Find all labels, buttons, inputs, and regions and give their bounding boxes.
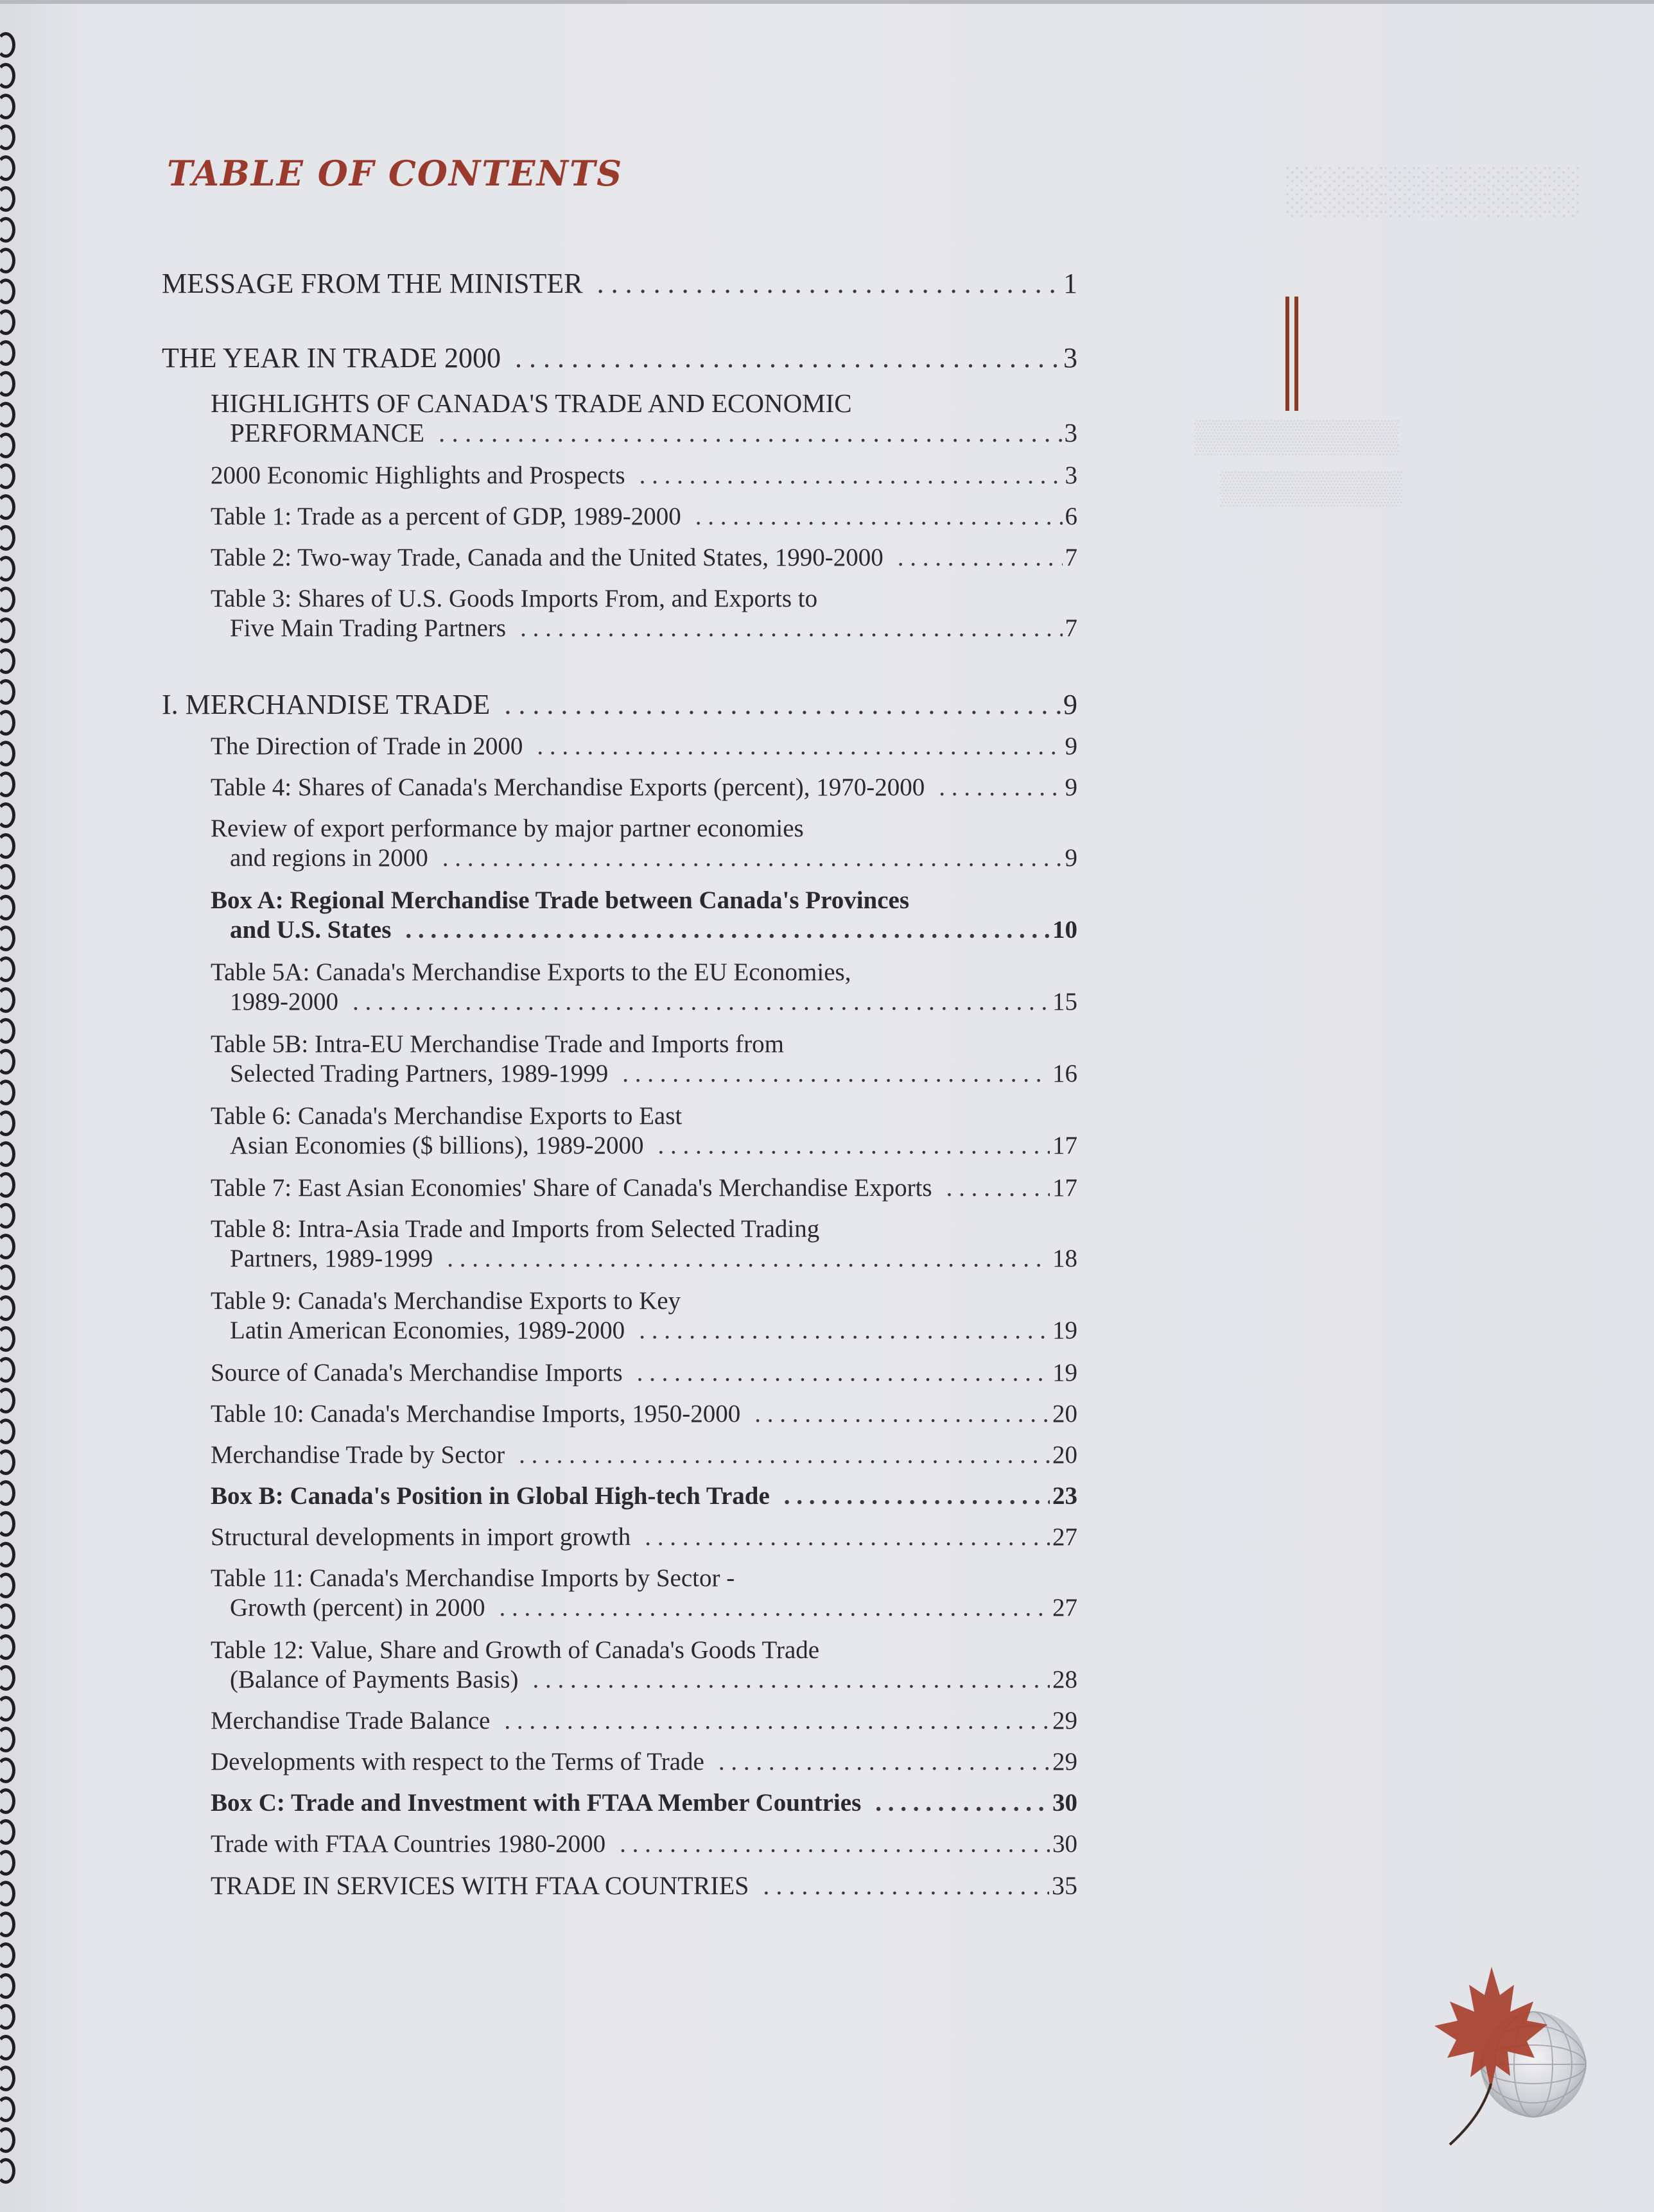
toc-entry-page: 9 xyxy=(1063,689,1077,720)
dot-leader xyxy=(695,502,1063,531)
toc-entry-page: 17 xyxy=(1052,1174,1077,1202)
toc-entry-label: Table 10: Canada's Merchandise Imports, 1950-2000 xyxy=(211,1400,741,1428)
toc-entry[interactable] xyxy=(211,1358,1077,1387)
binding-ring xyxy=(0,1573,15,1598)
binding-ring xyxy=(0,1357,15,1383)
toc-entry-page: 19 xyxy=(1052,1317,1077,1344)
dot-leader xyxy=(637,1358,1050,1387)
dot-leader xyxy=(442,843,1063,872)
dot-leader xyxy=(658,1131,1050,1160)
binding-ring xyxy=(0,125,15,150)
toc-entry-label: Structural developments in import growth xyxy=(211,1523,631,1551)
toc-entry-label: THE YEAR IN TRADE 2000 xyxy=(162,342,501,374)
dot-leader xyxy=(939,773,1062,802)
toc-entry[interactable] xyxy=(162,341,1077,374)
binding-ring xyxy=(0,587,15,612)
toc-entry[interactable] xyxy=(211,1593,1077,1622)
toc-entry-page: 15 xyxy=(1052,988,1077,1015)
toc-entry-label-line1: Review of export performance by major partner economies xyxy=(211,815,804,842)
toc-entry[interactable] xyxy=(162,688,1077,721)
dot-leader xyxy=(784,1482,1050,1510)
dot-leader xyxy=(519,1440,1050,1469)
toc-entry-label: Box B: Canada's Position in Global High-tech Trade xyxy=(211,1482,770,1510)
dot-leader xyxy=(504,1706,1050,1735)
binding-ring xyxy=(0,1141,15,1167)
maple-leaf-globe-icon xyxy=(1424,1962,1617,2154)
toc-entry[interactable] xyxy=(211,843,1077,872)
binding-ring xyxy=(0,2127,15,2153)
toc-entry[interactable] xyxy=(211,1747,1077,1776)
toc-entry-page: 23 xyxy=(1052,1482,1077,1510)
binding-ring xyxy=(0,1018,15,1044)
page-title: TABLE OF CONTENTS xyxy=(167,153,623,194)
toc-entry-label: Trade with FTAA Countries 1980-2000 xyxy=(211,1830,606,1858)
binding-ring xyxy=(0,1511,15,1537)
binding-ring xyxy=(0,1942,15,1968)
binding-ring xyxy=(0,2066,15,2091)
toc-entry-label: Box C: Trade and Investment with FTAA Member Countries xyxy=(211,1789,862,1817)
dot-leader xyxy=(639,1316,1050,1345)
binding-ring xyxy=(0,679,15,705)
spiral-binding xyxy=(0,32,17,2202)
toc-entry-label-line1: HIGHLIGHTS OF CANADA'S TRADE AND ECONOMIC xyxy=(211,388,852,418)
dot-leader xyxy=(439,417,1061,448)
document-page: ░░░░░░░░░ ▒▒▒▒▒▒▒▒▒ ▒▒▒▒▒▒▒▒ TABLE OF CONTENTS MESSAGE FROM THE MINISTER . . . 1 THE YEAR IN TRADE 2000 . . . 3 HIGHLIGHTS OF CANADA'S TRADE AND ECONOMIC PERFORMANCE . . . 3 2000 Economic Highlights and Prospects . . . 3 Table 1: Trade as a percent of GDP, 1989-2000 . . . 6 Table 2: Two-way Trade, Canada and the United States, 1990-2000 . . . 7 Table 3: Shares of U.S. Goods Imports From, and Exports to Five Main Trading Partners . . . 7 I. MERCHANDISE TRADE . . . 9 The Direction of Trade in 2000 . . . 9 Table 4: Shares of Canada's Merchandise Exports (percent), 1970-2000 . . . 9 Review of export performance by major partner economies and regions in 2000 . . . 9 Box A: Regional Merchandise Trade between Canada's Provinces and U.S. States . . . 10 Table 5A: Canada's Merchandise Exports to the EU Economies, 1989-2000 . . . 15 Table 5B: Intra-EU Merchandise Trade and Imports from Selected Trading Partners, 1989-1999 . . . 16 Table 6: Canada's Merchandise Exports to East Asian Economies ($ billions), 1989-2000 . . . 17 Table 7: East Asian Economies' Share of Canada's Merchandise Exports . . . 17 Table 8: Intra-Asia Trade and Imports from Selected Trading Partners, 1989-1999 . . . 18 Table 9: Canada's Merchandise Exports to Key Latin American Economies, 1989-2000 . . . 19 Source of Canada's Merchandise Imports . . . 19 Table 10: Canada's Merchandise Imports, 1950-2000 . . . 20 Merchandise Trade by Sector . . . 20 Box B: Canada's Position in Global High-tech Trade . . . 23 Structural developments in import growth . . . 27 Table 11: Canada's Merchandise Imports by Sector - Growth (percent) in 2000 . . . 27 Table 12: Value, Share and Growth of Canada's Goods Trade (Balance of Payments Basis) . . . 28 Merchandise Trade Balance . . . 29 Developments with respect to the Terms of Trade . . . 29 Box C: Trade and Investment with FTAA Member Countries . . . 30 Trade with FTAA Countries 1980-2000 . . . 30 TRADE IN SERVICES WITH FTAA COUNTRIES . . . 35 xyxy=(0,0,1654,2212)
dot-leader xyxy=(718,1747,1050,1776)
binding-ring xyxy=(0,1819,15,1845)
binding-ring xyxy=(0,155,15,181)
toc-entry-page: 7 xyxy=(1065,544,1077,571)
binding-ring xyxy=(0,1480,15,1506)
dot-leader xyxy=(499,1593,1050,1622)
toc-entry-label: Table 2: Two-way Trade, Canada and the United States, 1990-2000 xyxy=(211,544,884,571)
toc-entry[interactable] xyxy=(211,1440,1077,1469)
dot-leader xyxy=(622,1059,1050,1088)
binding-ring xyxy=(0,217,15,243)
binding-ring xyxy=(0,402,15,428)
binding-ring xyxy=(0,1850,15,1876)
toc-entry-page: 27 xyxy=(1052,1523,1077,1551)
toc-entry-page: 16 xyxy=(1052,1060,1077,1087)
binding-ring xyxy=(0,1727,15,1752)
dot-leader xyxy=(520,614,1062,643)
toc-entry-label: Merchandise Trade by Sector xyxy=(211,1441,505,1469)
toc-entry-label: Developments with respect to the Terms of Trade xyxy=(211,1748,704,1776)
toc-entry-page: 3 xyxy=(1063,342,1077,374)
binding-ring xyxy=(0,494,15,520)
binding-ring xyxy=(0,433,15,458)
binding-ring xyxy=(0,648,15,674)
binding-ring xyxy=(0,895,15,920)
dot-leader xyxy=(447,1244,1050,1273)
accent-bars xyxy=(1285,297,1301,411)
toc-entry-label: Partners, 1989-1999 xyxy=(230,1245,433,1272)
toc-entry[interactable] xyxy=(211,773,1077,802)
binding-ring xyxy=(0,2004,15,2030)
toc-entry-label: 2000 Economic Highlights and Prospects xyxy=(211,462,625,489)
binding-ring xyxy=(0,1542,15,1568)
toc-entry-page: 10 xyxy=(1052,916,1077,944)
binding-ring xyxy=(0,956,15,982)
toc-entry-page: 3 xyxy=(1065,462,1077,489)
toc-entry-page: 6 xyxy=(1065,503,1077,530)
toc-entry-label-line1: Table 8: Intra-Asia Trade and Imports from Selected Trading xyxy=(211,1215,820,1243)
toc-entry-label-line1: Table 11: Canada's Merchandise Imports by Sector - xyxy=(211,1564,735,1592)
toc-entry[interactable] xyxy=(211,1788,1077,1817)
toc-entry[interactable] xyxy=(211,1482,1077,1510)
accent-bar xyxy=(1285,297,1289,411)
toc-entry-page: 9 xyxy=(1065,732,1077,760)
dot-leader xyxy=(898,543,1063,572)
toc-entry-label: Table 4: Shares of Canada's Merchandise Exports (percent), 1970-2000 xyxy=(211,773,925,801)
toc-entry[interactable] xyxy=(211,1829,1077,1858)
binding-ring xyxy=(0,279,15,304)
toc-entry-label: Asian Economies ($ billions), 1989-2000 xyxy=(230,1132,644,1159)
toc-entry-page: 19 xyxy=(1052,1359,1077,1387)
toc-entry-label: Merchandise Trade Balance xyxy=(211,1707,491,1734)
toc-entry-page: 29 xyxy=(1052,1748,1077,1776)
toc-entry[interactable] xyxy=(211,1244,1077,1273)
dot-leader xyxy=(597,267,1061,300)
binding-ring xyxy=(0,618,15,643)
toc-entry-label-line1: Box A: Regional Merchandise Trade between Canada's Provinces xyxy=(211,886,910,914)
binding-ring xyxy=(0,186,15,212)
toc-entry-label: Table 7: East Asian Economies' Share of Canada's Merchandise Exports xyxy=(211,1174,932,1202)
toc-entry[interactable] xyxy=(211,1059,1077,1088)
toc-entry-page: 9 xyxy=(1065,844,1077,872)
toc-entry[interactable] xyxy=(211,417,1077,448)
binding-ring xyxy=(0,926,15,951)
dot-leader xyxy=(946,1173,1050,1202)
toc-entry-label: 1989-2000 xyxy=(230,988,338,1015)
toc-entry[interactable] xyxy=(211,1399,1077,1428)
toc-entry-label-line1: Table 12: Value, Share and Growth of Canada's Goods Trade xyxy=(211,1636,820,1664)
toc-entry[interactable] xyxy=(211,1131,1077,1160)
toc-entry-page: 7 xyxy=(1065,614,1077,642)
toc-entry[interactable] xyxy=(211,1523,1077,1551)
toc-entry-label: Five Main Trading Partners xyxy=(230,614,507,642)
toc-entry[interactable] xyxy=(211,461,1077,490)
dot-leader xyxy=(515,341,1061,374)
binding-ring xyxy=(0,802,15,828)
toc-entry-page: 20 xyxy=(1052,1400,1077,1428)
toc-entry[interactable] xyxy=(211,502,1077,531)
accent-bar xyxy=(1294,297,1298,411)
binding-ring xyxy=(0,1326,15,1352)
toc-entry-page: 28 xyxy=(1052,1666,1077,1693)
toc-entry[interactable] xyxy=(211,987,1077,1016)
toc-entry-label-line1: Table 5A: Canada's Merchandise Exports to the EU Economies, xyxy=(211,958,851,986)
toc-entry-page: 27 xyxy=(1052,1594,1077,1621)
toc-entry-label: Selected Trading Partners, 1989-1999 xyxy=(230,1060,609,1087)
binding-ring xyxy=(0,1110,15,1136)
toc-entry-page: 30 xyxy=(1052,1830,1077,1858)
toc-entry-page: 18 xyxy=(1052,1245,1077,1272)
toc-entry[interactable] xyxy=(211,1871,1077,1901)
toc-entry[interactable] xyxy=(211,732,1077,761)
toc-entry-label-line1: Table 6: Canada's Merchandise Exports to East xyxy=(211,1102,683,1130)
page-top-edge xyxy=(0,0,1654,4)
toc-entry[interactable] xyxy=(211,614,1077,643)
toc-entry-page: 29 xyxy=(1052,1707,1077,1734)
binding-ring xyxy=(0,1881,15,1906)
binding-ring xyxy=(0,1603,15,1629)
toc-entry-page: 1 xyxy=(1063,268,1077,299)
dot-leader xyxy=(875,1788,1050,1817)
dot-leader xyxy=(405,915,1050,944)
toc-entry-page: 17 xyxy=(1052,1132,1077,1159)
dot-leader xyxy=(620,1829,1050,1858)
toc-entry-label: Growth (percent) in 2000 xyxy=(230,1594,485,1621)
dot-leader xyxy=(645,1523,1050,1551)
toc-entry-label: I. MERCHANDISE TRADE xyxy=(162,689,491,720)
toc-entry-label-line1: Table 5B: Intra-EU Merchandise Trade and Imports from xyxy=(211,1030,784,1058)
toc-entry-label: and regions in 2000 xyxy=(230,844,428,872)
toc-entry-label: Table 1: Trade as a percent of GDP, 1989-2000 xyxy=(211,503,681,530)
toc-entry-label-line1: Table 3: Shares of U.S. Goods Imports From, and Exports to xyxy=(211,585,818,612)
toc-entry-page: 20 xyxy=(1052,1441,1077,1469)
binding-ring xyxy=(0,525,15,551)
dot-leader xyxy=(763,1871,1049,1901)
dot-leader xyxy=(754,1399,1050,1428)
toc-entry-label: Source of Canada's Merchandise Imports xyxy=(211,1359,623,1387)
binding-ring xyxy=(0,1049,15,1075)
binding-ring xyxy=(0,1449,15,1475)
dot-leader xyxy=(353,987,1050,1016)
toc-entry[interactable] xyxy=(211,1706,1077,1735)
dot-leader xyxy=(532,1665,1050,1694)
toc-entry-page: 9 xyxy=(1065,773,1077,801)
binding-ring xyxy=(0,2096,15,2122)
toc-entry-label: PERFORMANCE xyxy=(230,418,425,447)
toc-entry-label: MESSAGE FROM THE MINISTER xyxy=(162,268,583,299)
toc-entry-label: TRADE IN SERVICES WITH FTAA COUNTRIES xyxy=(211,1871,749,1900)
binding-ring xyxy=(0,340,15,366)
binding-ring xyxy=(0,1665,15,1691)
binding-ring xyxy=(0,1788,15,1814)
binding-ring xyxy=(0,1295,15,1321)
binding-ring xyxy=(0,1234,15,1259)
binding-ring xyxy=(0,1172,15,1198)
binding-ring xyxy=(0,463,15,489)
binding-ring xyxy=(0,1203,15,1229)
dot-leader xyxy=(504,688,1061,721)
toc-entry[interactable] xyxy=(211,1316,1077,1345)
binding-ring xyxy=(0,2158,15,2184)
binding-ring xyxy=(0,1080,15,1105)
binding-ring xyxy=(0,32,15,58)
toc-entry[interactable] xyxy=(211,1173,1077,1202)
binding-ring xyxy=(0,63,15,89)
binding-ring xyxy=(0,2035,15,2061)
toc-entry[interactable] xyxy=(211,915,1077,944)
toc-entry-label: and U.S. States xyxy=(230,916,392,944)
binding-ring xyxy=(0,1758,15,1783)
binding-ring xyxy=(0,309,15,335)
toc-entry-label: The Direction of Trade in 2000 xyxy=(211,732,523,760)
toc-entry-page: 30 xyxy=(1052,1789,1077,1817)
toc-entry[interactable] xyxy=(211,1665,1077,1694)
dot-leader xyxy=(537,732,1062,761)
toc-entry-label-line1: Table 9: Canada's Merchandise Exports to Key xyxy=(211,1287,681,1315)
toc-entry-page: 35 xyxy=(1052,1871,1077,1900)
toc-entry[interactable] xyxy=(211,543,1077,572)
toc-entry-page: 3 xyxy=(1064,418,1077,447)
binding-ring xyxy=(0,1419,15,1444)
binding-ring xyxy=(0,1912,15,1937)
binding-ring xyxy=(0,1634,15,1660)
binding-ring xyxy=(0,1388,15,1413)
binding-ring xyxy=(0,371,15,397)
binding-ring xyxy=(0,772,15,797)
binding-ring xyxy=(0,741,15,766)
binding-ring xyxy=(0,1696,15,1722)
binding-ring xyxy=(0,710,15,736)
toc-entry[interactable] xyxy=(162,267,1077,300)
binding-ring xyxy=(0,833,15,859)
binding-ring xyxy=(0,1973,15,1999)
binding-ring xyxy=(0,556,15,582)
binding-ring xyxy=(0,864,15,890)
binding-ring xyxy=(0,94,15,119)
toc-entry-label: (Balance of Payments Basis) xyxy=(230,1666,519,1693)
toc-entry-label: Latin American Economies, 1989-2000 xyxy=(230,1317,625,1344)
binding-ring xyxy=(0,987,15,1013)
binding-ring xyxy=(0,248,15,273)
dot-leader xyxy=(640,461,1063,490)
binding-ring xyxy=(0,1265,15,1290)
